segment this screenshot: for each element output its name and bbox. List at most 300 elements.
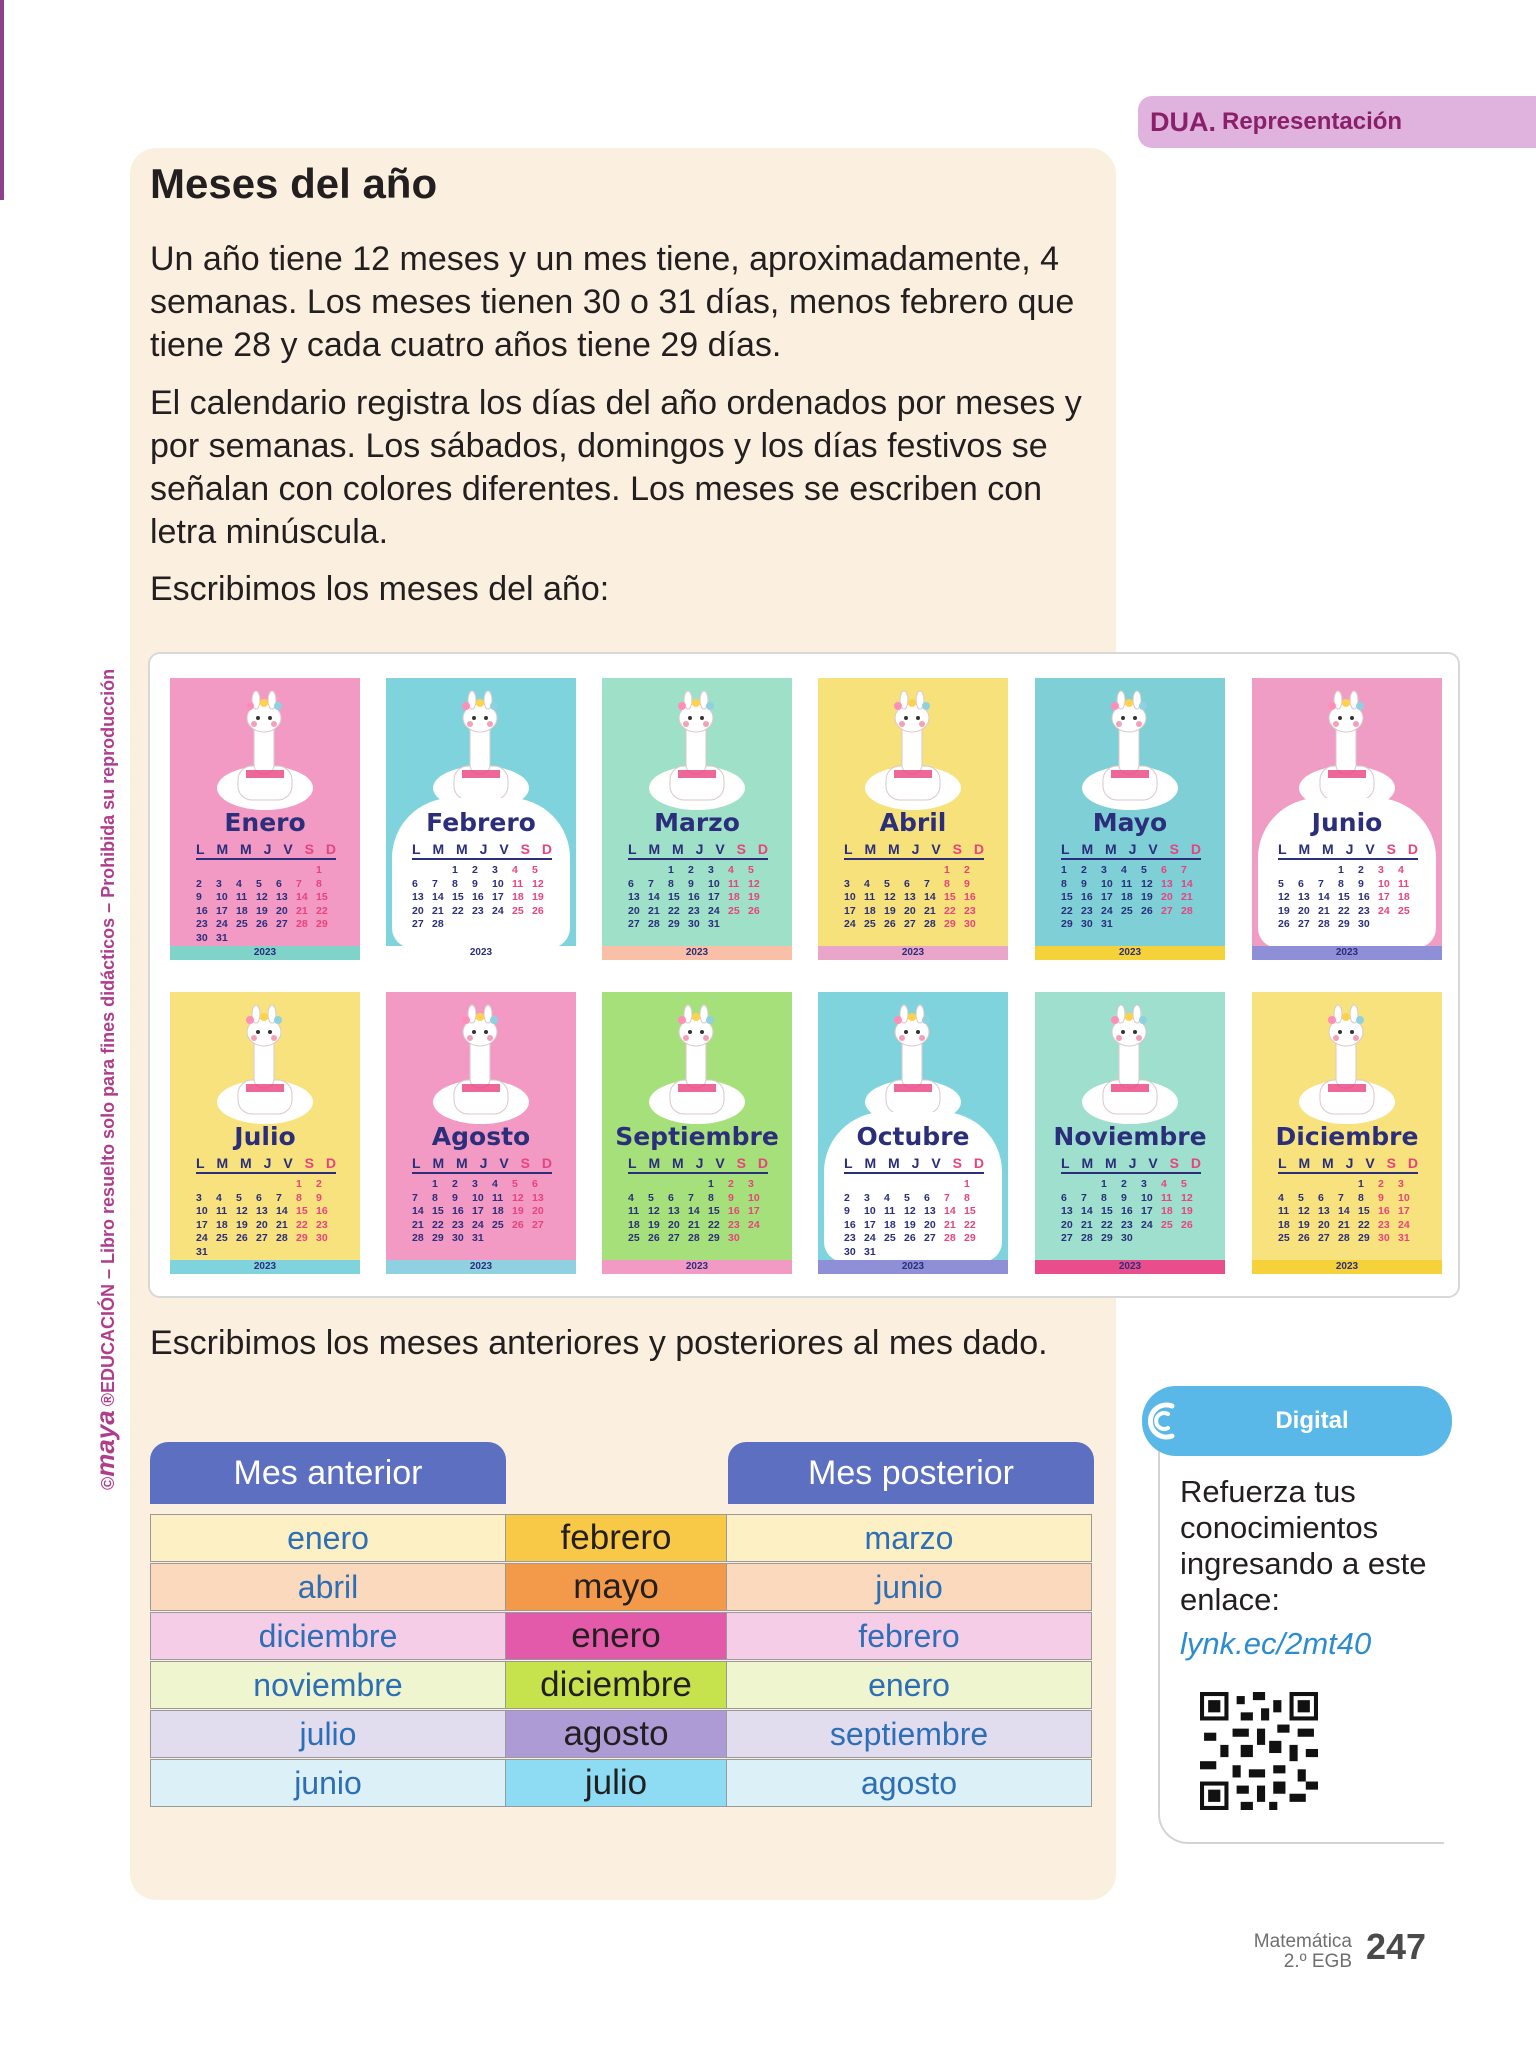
- calendar-day: 24: [1378, 904, 1390, 917]
- weekday-label: L: [628, 841, 637, 857]
- calendar-day: 14: [1318, 891, 1330, 903]
- calendar-year: 2023: [1252, 946, 1442, 960]
- calendar-card: [818, 992, 1008, 1274]
- calendar-day: 11: [864, 891, 876, 903]
- calendar-day: 29: [944, 918, 956, 930]
- cell-mes-anterior: junio: [150, 1759, 506, 1807]
- calendar-day: 17: [1141, 1205, 1153, 1217]
- weekday-label: D: [1407, 841, 1418, 857]
- weekday-label: M: [672, 1155, 684, 1171]
- calendar-weekdays: [1061, 841, 1201, 860]
- calendar-day: 19: [532, 891, 544, 903]
- calendar-day: 5: [904, 1191, 910, 1204]
- calendar-day: 11: [884, 1205, 896, 1217]
- calendar-empty: [236, 864, 256, 878]
- calendar-day: 19: [884, 904, 896, 917]
- calendar-empty: [1298, 864, 1318, 878]
- weekday-label: L: [1278, 841, 1287, 857]
- calendar-day: 4: [492, 1178, 498, 1190]
- weekday-label: V: [1148, 1155, 1158, 1171]
- calendar-day: 20: [412, 904, 424, 917]
- calendar-year: 2023: [386, 1260, 576, 1274]
- calendar-day: 3: [1398, 1178, 1404, 1190]
- weekday-label: M: [216, 1155, 229, 1171]
- calendar-day: 4: [1278, 1191, 1284, 1204]
- calendar-days-grid: [844, 1178, 984, 1259]
- calendar-day: 15: [668, 891, 680, 903]
- llama-illustration: [602, 678, 792, 828]
- calendar-day: 18: [628, 1218, 640, 1231]
- exercise-intro: Escribimos los meses anteriores y posteriores al mes dado.: [150, 1324, 1048, 1362]
- calendar-day: 23: [964, 904, 976, 917]
- calendar-day: 6: [668, 1191, 674, 1204]
- calendar-day: 22: [944, 904, 956, 917]
- llama-illustration: [386, 992, 576, 1142]
- weekday-label: D: [757, 841, 768, 857]
- calendar-day: 6: [1318, 1191, 1324, 1204]
- calendar-day: 12: [748, 877, 760, 890]
- calendar-day: 18: [1161, 1205, 1173, 1217]
- calendar-day: 22: [668, 904, 680, 917]
- calendar-day: 12: [236, 1205, 248, 1217]
- calendar-day: 26: [884, 918, 896, 930]
- calendar-day: 31: [1398, 1232, 1410, 1244]
- calendar-day: 27: [904, 918, 916, 930]
- calendar-empty: [844, 864, 864, 878]
- calendar-day: 21: [1181, 891, 1193, 903]
- calendar-day: 24: [196, 1232, 208, 1244]
- calendar-day: 31: [708, 918, 720, 930]
- calendar-day: 3: [708, 864, 714, 876]
- calendar-day: 2: [844, 1191, 850, 1204]
- calendar-empty: [216, 1178, 236, 1192]
- weekday-label: D: [325, 1155, 336, 1171]
- calendar-day: 28: [924, 918, 936, 930]
- calendar-day: 6: [532, 1178, 538, 1190]
- weekday-label: V: [931, 1155, 941, 1171]
- weekday-label: L: [844, 841, 853, 857]
- calendar-day: 30: [728, 1232, 740, 1244]
- calendar-day: 9: [196, 891, 202, 903]
- calendar-day: 30: [1378, 1232, 1390, 1244]
- table-row: [150, 1612, 1094, 1660]
- calendar-day: 5: [1278, 877, 1284, 890]
- calendar-day: 26: [512, 1218, 524, 1231]
- calendar-day: 18: [864, 904, 876, 917]
- calendar-day: 16: [452, 1205, 464, 1217]
- calendar-year: 2023: [602, 1260, 792, 1274]
- weekday-label: V: [1365, 841, 1375, 857]
- calendar-empty: [432, 864, 452, 878]
- calendar-day: 29: [296, 1232, 308, 1244]
- llama-illustration: [1252, 992, 1442, 1142]
- calendar-day: 15: [316, 891, 328, 903]
- calendar-empty: [924, 864, 944, 878]
- calendar-day: 27: [256, 1232, 268, 1244]
- llama-illustration: [818, 678, 1008, 828]
- calendar-empty: [864, 864, 884, 878]
- calendar-day: 30: [688, 918, 700, 930]
- cell-mes-posterior: enero: [726, 1661, 1092, 1709]
- calendar-day: 22: [1338, 904, 1350, 917]
- calendar-day: 7: [432, 877, 438, 890]
- calendar-empty: [412, 864, 432, 878]
- calendar-day: 5: [748, 864, 754, 876]
- weekday-label: S: [736, 1155, 746, 1171]
- weekday-label: L: [628, 1155, 637, 1171]
- calendar-day: 4: [216, 1191, 222, 1204]
- cell-mes-anterior: enero: [150, 1514, 506, 1562]
- calendar-day: 21: [648, 904, 660, 917]
- calendar-day: 8: [1358, 1191, 1364, 1204]
- calendar-day: 20: [532, 1205, 544, 1217]
- calendar-day: 19: [648, 1218, 660, 1231]
- calendar-day: 6: [924, 1191, 930, 1204]
- calendar-day: 19: [1298, 1218, 1310, 1231]
- calendar-day: 8: [944, 877, 950, 890]
- calendar-day: 7: [648, 877, 654, 890]
- calendar-day: 11: [512, 877, 524, 890]
- calendar-day: 26: [648, 1232, 660, 1244]
- calendar-day: 19: [512, 1205, 524, 1217]
- weekday-label: L: [412, 1155, 421, 1171]
- intro-paragraph-3: Escribimos los meses del año:: [150, 570, 610, 608]
- calendar-day: 20: [924, 1218, 936, 1231]
- calendar-day: 28: [648, 918, 660, 930]
- dua-badge-label: Representación: [1222, 108, 1403, 135]
- calendar-day: 25: [628, 1232, 640, 1244]
- calendar-day: 6: [276, 877, 282, 890]
- calendar-day: 13: [256, 1205, 268, 1217]
- calendar-day: 23: [844, 1232, 856, 1244]
- calendar-day: 1: [432, 1178, 438, 1190]
- calendar-day: 29: [964, 1232, 976, 1244]
- calendar-day: 4: [864, 877, 870, 890]
- calendar-day: 31: [864, 1245, 876, 1258]
- digital-text: Refuerza tus conocimientos ingresando a este enlace:: [1180, 1474, 1427, 1617]
- calendar-day: 5: [884, 877, 890, 890]
- calendar-card: [170, 992, 360, 1274]
- calendar-year: 2023: [170, 1260, 360, 1274]
- calendar-day: 21: [944, 1218, 956, 1231]
- llama-illustration: [602, 992, 792, 1142]
- calendar-day: 17: [216, 904, 228, 917]
- cell-mes-anterior: diciembre: [150, 1612, 506, 1660]
- calendar-weekdays: [628, 1155, 768, 1174]
- calendar-day: 2: [472, 864, 478, 876]
- calendar-day: 24: [708, 904, 720, 917]
- llama-illustration: [1035, 678, 1225, 828]
- calendar-day: 19: [236, 1218, 248, 1231]
- calendar-year: 2023: [818, 1260, 1008, 1274]
- calendar-day: 16: [964, 891, 976, 903]
- calendar-day: 25: [728, 904, 740, 917]
- cell-mes-posterior: febrero: [726, 1612, 1092, 1660]
- calendar-day: 24: [1141, 1218, 1153, 1231]
- calendar-day: 26: [1181, 1218, 1193, 1231]
- calendar-day: 3: [492, 864, 498, 876]
- calendar-day: 24: [1101, 904, 1113, 917]
- weekday-label: J: [1345, 841, 1354, 857]
- calendar-day: 16: [316, 1205, 328, 1217]
- calendar-day: 6: [256, 1191, 262, 1204]
- calendar-day: 25: [216, 1232, 228, 1244]
- calendar-weekdays: [844, 841, 984, 860]
- weekday-label: S: [1169, 1155, 1179, 1171]
- header-mes-posterior: Mes posterior: [728, 1442, 1094, 1504]
- calendar-day: 19: [1278, 904, 1290, 917]
- calendar-day: 3: [216, 877, 222, 890]
- calendar-month-name: Marzo: [654, 808, 740, 837]
- llama-illustration: [1035, 992, 1225, 1142]
- calendar-year: 2023: [1035, 946, 1225, 960]
- calendar-day: 6: [628, 877, 634, 890]
- calendar-day: 2: [1121, 1178, 1127, 1190]
- calendar-day: 21: [1081, 1218, 1093, 1231]
- calendar-day: 26: [236, 1232, 248, 1244]
- calendar-day: 13: [532, 1191, 544, 1204]
- calendar-day: 17: [1398, 1205, 1410, 1217]
- calendar-empty: [864, 1178, 884, 1192]
- calendar-day: 20: [668, 1218, 680, 1231]
- calendar-day: 9: [844, 1205, 850, 1217]
- calendar-day: 24: [472, 1218, 484, 1231]
- calendar-day: 14: [432, 891, 444, 903]
- weekday-label: S: [952, 1155, 962, 1171]
- calendar-card: [1035, 678, 1225, 960]
- weekday-label: M: [672, 841, 684, 857]
- calendar-days-grid: [844, 864, 984, 932]
- calendar-panel: [148, 652, 1460, 1298]
- calendar-day: 23: [316, 1218, 328, 1231]
- calendar-day: 1: [1101, 1178, 1107, 1190]
- calendar-day: 11: [492, 1191, 504, 1204]
- calendar-day: 10: [748, 1191, 760, 1204]
- calendar-day: 14: [296, 891, 308, 903]
- calendar-day: 22: [432, 1218, 444, 1231]
- calendar-empty: [256, 1178, 276, 1192]
- weekday-label: L: [844, 1155, 853, 1171]
- calendar-empty: [276, 864, 296, 878]
- calendar-day: 1: [668, 864, 674, 876]
- calendar-day: 25: [1161, 1218, 1173, 1231]
- calendar-day: 6: [1061, 1191, 1067, 1204]
- calendar-day: 11: [628, 1205, 640, 1217]
- calendar-weekdays: [1278, 1155, 1418, 1174]
- calendar-day: 5: [512, 1178, 518, 1190]
- calendar-day: 22: [1101, 1218, 1113, 1231]
- calendar-day: 27: [628, 918, 640, 930]
- calendar-day: 27: [1161, 904, 1173, 917]
- calendar-day: 24: [748, 1218, 760, 1231]
- calendar-day: 12: [256, 891, 268, 903]
- calendar-day: 7: [1318, 877, 1324, 890]
- calendar-day: 29: [432, 1232, 444, 1244]
- calendar-day: 7: [1338, 1191, 1344, 1204]
- calendar-day: 30: [452, 1232, 464, 1244]
- calendar-empty: [648, 1178, 668, 1192]
- calendar-day: 3: [1378, 864, 1384, 876]
- calendar-day: 13: [1298, 891, 1310, 903]
- calendar-day: 25: [884, 1232, 896, 1244]
- calendar-empty: [1278, 864, 1298, 878]
- calendar-day: 12: [1181, 1191, 1193, 1204]
- cell-mes-posterior: agosto: [726, 1759, 1092, 1807]
- calendar-day: 2: [316, 1178, 322, 1190]
- calendar-day: 20: [1161, 891, 1173, 903]
- calendar-day: 13: [924, 1205, 936, 1217]
- calendar-day: 21: [432, 904, 444, 917]
- calendar-day: 27: [924, 1232, 936, 1244]
- weekday-label: M: [432, 1155, 445, 1171]
- calendar-month-name: Junio: [1311, 808, 1383, 837]
- calendar-card: [818, 678, 1008, 960]
- calendar-card: [170, 678, 360, 960]
- weekday-label: V: [499, 1155, 509, 1171]
- calendar-day: 13: [1061, 1205, 1073, 1217]
- calendar-day: 25: [1398, 904, 1410, 917]
- calendar-day: 4: [512, 864, 518, 876]
- calendar-month-name: Abril: [879, 808, 947, 837]
- weekday-label: S: [1386, 1155, 1396, 1171]
- calendar-day: 23: [688, 904, 700, 917]
- calendar-day: 12: [1278, 891, 1290, 903]
- calendar-day: 2: [688, 864, 694, 876]
- calendar-day: 22: [964, 1218, 976, 1231]
- weekday-label: D: [325, 841, 336, 857]
- weekday-label: V: [931, 841, 941, 857]
- calendar-empty: [628, 864, 648, 878]
- llama-illustration: [170, 678, 360, 828]
- calendar-day: 19: [256, 904, 268, 917]
- calendar-days-grid: [628, 1178, 768, 1246]
- calendar-day: 26: [256, 918, 268, 930]
- calendar-day: 4: [628, 1191, 634, 1204]
- calendar-day: 27: [276, 918, 288, 930]
- calendar-day: 29: [668, 918, 680, 930]
- calendar-day: 9: [728, 1191, 734, 1204]
- calendar-day: 30: [316, 1232, 328, 1244]
- calendar-day: 11: [1278, 1205, 1290, 1217]
- weekday-label: M: [888, 841, 900, 857]
- calendar-empty: [884, 864, 904, 878]
- calendar-day: 17: [708, 891, 720, 903]
- calendar-day: 4: [1121, 864, 1127, 876]
- digital-link[interactable]: lynk.ec/2mt40: [1180, 1626, 1372, 1661]
- calendar-day: 5: [256, 877, 262, 890]
- calendar-day: 10: [216, 891, 228, 903]
- weekday-label: J: [695, 1155, 704, 1171]
- calendar-day: 28: [412, 1232, 424, 1244]
- footer-subject: [1204, 1932, 1352, 1972]
- calendar-weekdays: [196, 1155, 336, 1174]
- calendar-empty: [688, 1178, 708, 1192]
- calendar-empty: [904, 864, 924, 878]
- calendar-year: 2023: [1252, 1260, 1442, 1274]
- calendar-day: 16: [472, 891, 484, 903]
- calendar-day: 8: [316, 877, 322, 890]
- calendar-day: 17: [196, 1218, 208, 1231]
- calendar-day: 27: [668, 1232, 680, 1244]
- calendar-day: 16: [1358, 891, 1370, 903]
- calendar-day: 15: [1358, 1205, 1370, 1217]
- calendar-day: 26: [532, 904, 544, 917]
- calendar-day: 1: [944, 864, 950, 876]
- weekday-label: V: [715, 841, 725, 857]
- calendar-year: 2023: [170, 946, 360, 960]
- weekday-label: D: [541, 841, 552, 857]
- weekday-label: J: [479, 841, 488, 857]
- calendar-day: 3: [1101, 864, 1107, 876]
- calendar-day: 23: [1378, 1218, 1390, 1231]
- calendar-empty: [628, 1178, 648, 1192]
- calendar-day: 4: [1398, 864, 1404, 876]
- calendar-day: 6: [412, 877, 418, 890]
- calendar-day: 28: [296, 918, 308, 930]
- weekday-label: J: [695, 841, 704, 857]
- calendar-day: 3: [748, 1178, 754, 1190]
- cell-mes-anterior: noviembre: [150, 1661, 506, 1709]
- calendar-day: 9: [452, 1191, 458, 1204]
- calendar-empty: [884, 1178, 904, 1192]
- table-row: [150, 1759, 1094, 1807]
- calendar-day: 7: [1181, 864, 1187, 876]
- calendar-day: 3: [196, 1191, 202, 1204]
- calendar-day: 8: [452, 877, 458, 890]
- calendar-day: 11: [236, 891, 248, 903]
- calendar-days-grid: [1278, 864, 1418, 932]
- calendar-day: 28: [276, 1232, 288, 1244]
- calendar-weekdays: [1061, 1155, 1201, 1174]
- calendar-day: 18: [216, 1218, 228, 1231]
- cell-mes-posterior: junio: [726, 1563, 1092, 1611]
- calendar-day: 25: [492, 1218, 504, 1231]
- calendar-day: 14: [1181, 877, 1193, 890]
- calendar-day: 21: [1318, 904, 1330, 917]
- weekday-label: S: [520, 841, 530, 857]
- calendar-day: 16: [196, 904, 208, 917]
- calendar-day: 5: [648, 1191, 654, 1204]
- calendar-day: 14: [1338, 1205, 1350, 1217]
- calendar-day: 23: [472, 904, 484, 917]
- calendar-day: 22: [708, 1218, 720, 1231]
- llama-illustration: [170, 992, 360, 1142]
- calendar-day: 30: [1121, 1232, 1133, 1244]
- calendar-day: 9: [1378, 1191, 1384, 1204]
- qr-code-icon[interactable]: [1200, 1692, 1318, 1810]
- calendar-day: 5: [1298, 1191, 1304, 1204]
- calendar-day: 18: [1121, 891, 1133, 903]
- calendar-day: 18: [512, 891, 524, 903]
- calendar-day: 16: [1081, 891, 1093, 903]
- calendar-day: 16: [1121, 1205, 1133, 1217]
- calendar-empty: [236, 1178, 256, 1192]
- calendar-day: 13: [412, 891, 424, 903]
- calendar-day: 24: [216, 918, 228, 930]
- calendar-year: 2023: [386, 946, 576, 960]
- calendar-day: 24: [492, 904, 504, 917]
- calendar-day: 15: [1061, 891, 1073, 903]
- weekday-label: V: [283, 1155, 293, 1171]
- weekday-label: D: [1190, 841, 1201, 857]
- calendar-month-name: Octubre: [856, 1122, 970, 1151]
- calendar-day: 17: [1378, 891, 1390, 903]
- calendar-day: 24: [864, 1232, 876, 1244]
- calendar-day: 14: [1081, 1205, 1093, 1217]
- calendar-day: 18: [728, 891, 740, 903]
- weekday-label: S: [952, 841, 962, 857]
- weekday-label: V: [283, 841, 293, 857]
